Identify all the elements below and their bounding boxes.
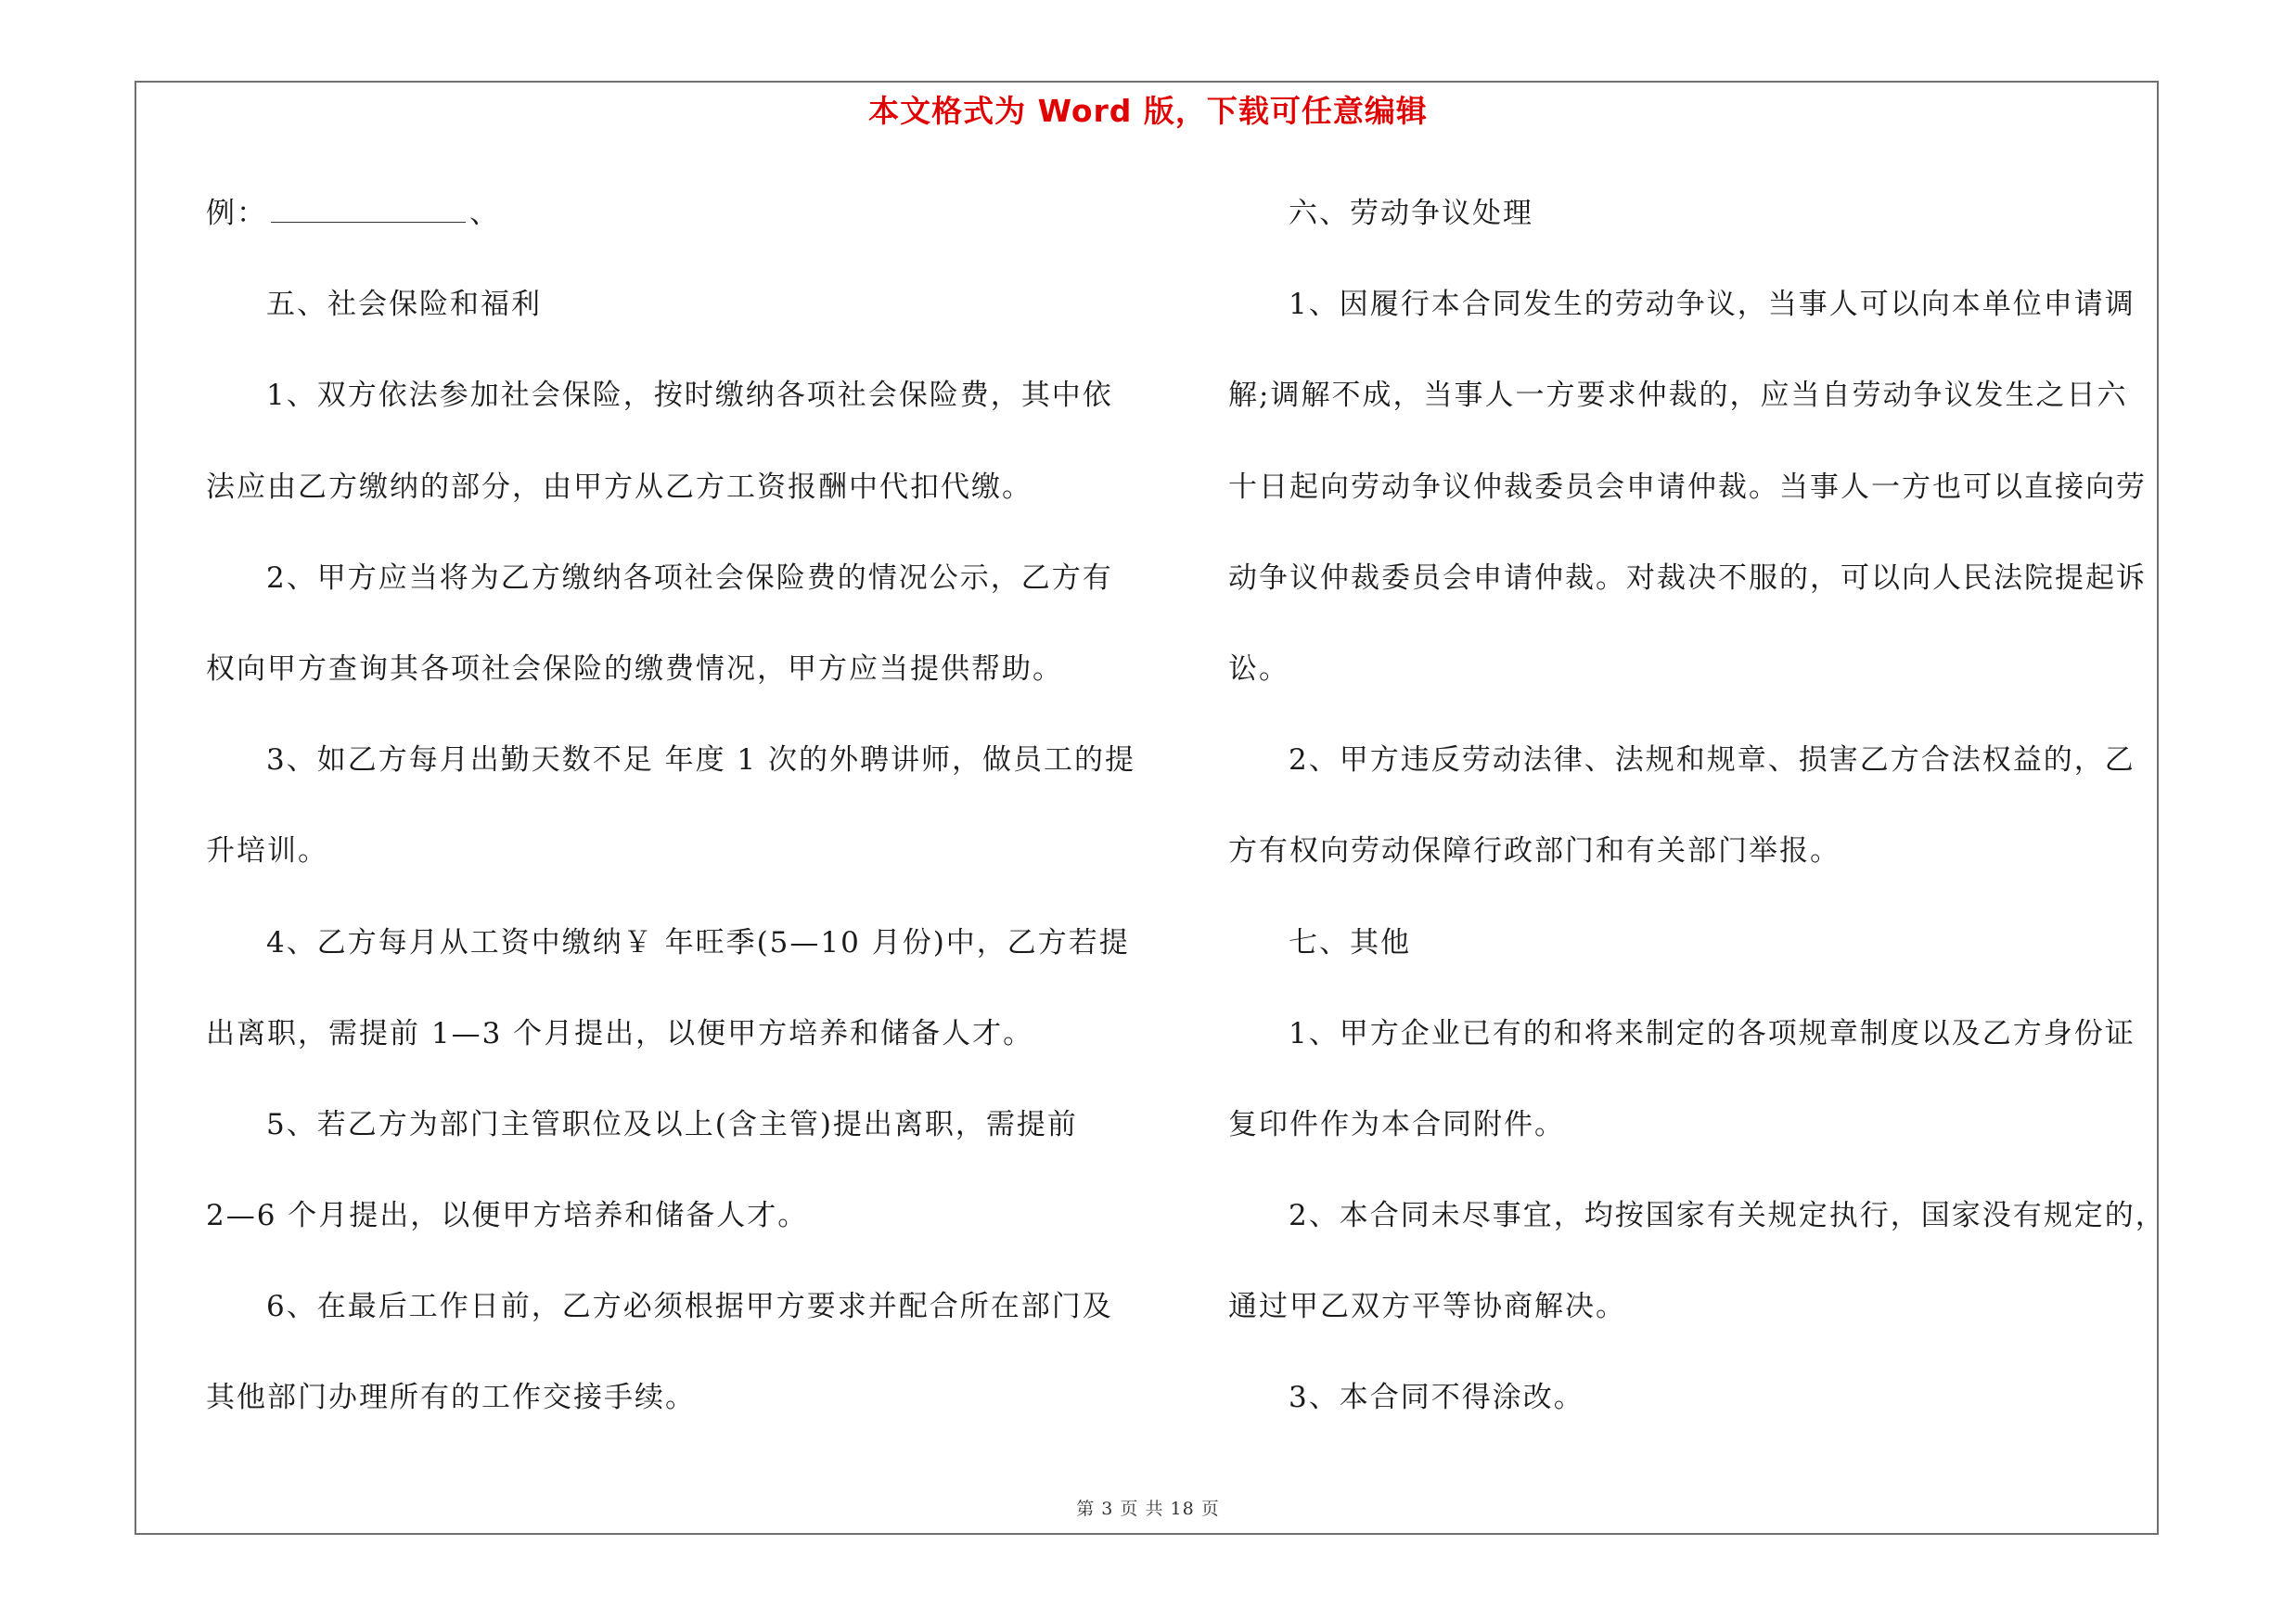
paragraph-line: 3、本合同不得涂改。: [1289, 1381, 1584, 1415]
paragraph-line: 讼。: [1228, 651, 1289, 686]
section-heading: 七、其他: [1289, 925, 1411, 960]
paragraph-line: 5、若乙方为部门主管职位及以上(含主管)提出离职，需提前: [266, 1107, 1078, 1141]
paragraph-line: 方有权向劳动保障行政部门和有关部门举报。: [1228, 834, 1841, 869]
paragraph-line: 动争议仲裁委员会申请仲裁。对裁决不服的，可以向人民法院提起诉: [1228, 560, 2147, 595]
paragraph-line: [206, 184, 1134, 275]
editable-notice-banner: 本文格式为 Word 版，下载可任意编辑: [868, 93, 1428, 129]
blank-fill-line: [271, 196, 466, 223]
right-column: [1228, 184, 2165, 1460]
paragraph-line: 2、本合同未尽事宜，均按国家有关规定执行，国家没有规定的，: [1289, 1199, 2166, 1233]
paragraph-line: 通过甲乙双方平等协商解决。: [1228, 1290, 1626, 1324]
paragraph-line: 2、甲方应当将为乙方缴纳各项社会保险费的情况公示，乙方有: [266, 560, 1113, 595]
paragraph-line: 其他部门办理所有的工作交接手续。: [206, 1381, 696, 1415]
paragraph-line: 十日起向劳动争议仲裁委员会申请仲裁。当事人一方也可以直接向劳: [1228, 470, 2147, 504]
section-heading: 五、社会保险和福利: [266, 288, 542, 322]
paragraph-line: 4、乙方每月从工资中缴纳￥ 年旺季(5—10 月份)中，乙方若提: [266, 925, 1130, 960]
paragraph-line: 1、因履行本合同发生的劳动争议，当事人可以向本单位申请调: [1289, 288, 2136, 322]
paragraph-line: 权向甲方查询其各项社会保险的缴费情况，甲方应当提供帮助。: [206, 651, 1063, 686]
example-suffix: 、: [469, 197, 500, 230]
paragraph-line: 1、双方依法参加社会保险，按时缴纳各项社会保险费，其中依: [266, 379, 1113, 413]
page-number-footer: 第 3 页 共 18 页: [1076, 1499, 1220, 1519]
paragraph-line: 1、甲方企业已有的和将来制定的各项规章制度以及乙方身份证: [1289, 1016, 2136, 1050]
paragraph-line: 出离职，需提前 1—3 个月提出，以便甲方培养和储备人才。: [206, 1016, 1034, 1050]
paragraph-line: 6、在最后工作日前，乙方必须根据甲方要求并配合所在部门及: [266, 1290, 1113, 1324]
paragraph-line: 2—6 个月提出，以便甲方培养和储备人才。: [206, 1199, 809, 1233]
paragraph-line: 解;调解不成，当事人一方要求仲裁的，应当自劳动争议发生之日六: [1228, 379, 2128, 413]
paragraph-line: 法应由乙方缴纳的部分，由甲方从乙方工资报酬中代扣代缴。: [206, 470, 1033, 504]
paragraph-line: 3、如乙方每月出勤天数不足 年度 1 次的外聘讲师，做员工的提: [266, 743, 1136, 778]
paragraph-line: 复印件作为本合同附件。: [1228, 1107, 1565, 1141]
left-column: [206, 184, 1134, 1460]
paragraph-line: 升培训。: [206, 834, 328, 869]
paragraph-line: 2、甲方违反劳动法律、法规和规章、损害乙方合法权益的，乙: [1289, 743, 2136, 778]
section-heading: 六、劳动争议处理: [1289, 197, 1533, 230]
example-label: 例：: [206, 197, 267, 230]
